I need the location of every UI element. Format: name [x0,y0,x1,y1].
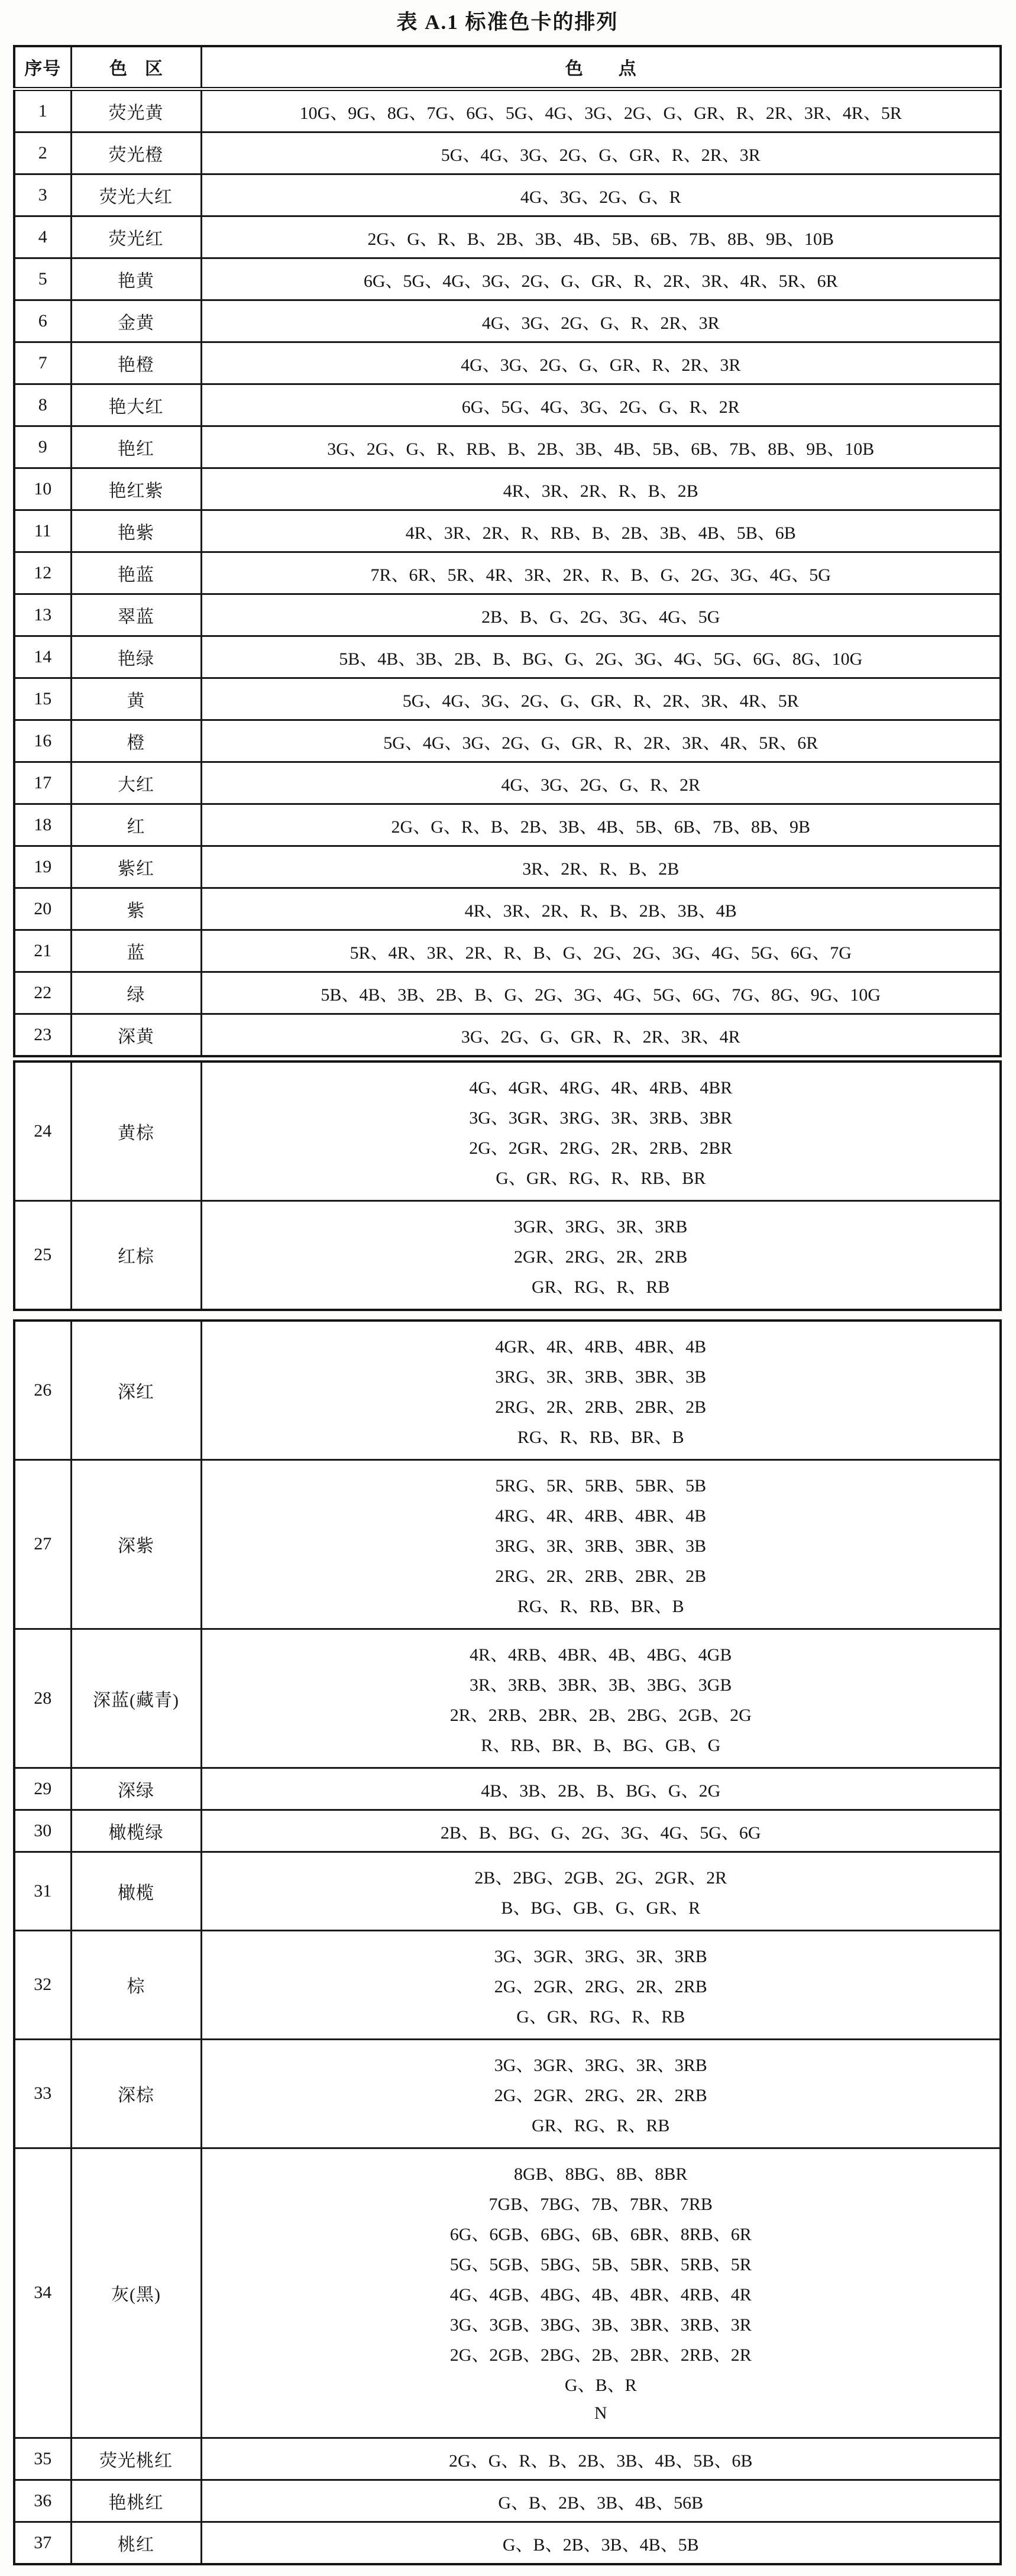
color-zone-cell [71,552,201,594]
row-number-cell: 17 [14,762,71,804]
color-card-table-block-1 [13,45,1002,1057]
color-zone-label: 橙 [127,733,145,753]
color-points-cell [201,972,1001,1014]
color-zone-cell [71,258,201,300]
table-row [14,216,1001,258]
color-zone-cell [71,1852,201,1930]
color-points-line: 4B、3B、2B、B、BG、G、2G [481,1781,721,1801]
color-points-line: 5RG、5R、5RB、5BR、5B [495,1476,707,1496]
color-points-cell [201,1852,1001,1930]
row-number-cell: 34 [14,2148,71,2438]
color-points-cell [201,132,1001,174]
column-header-color-zone: 色 区 [71,46,201,89]
color-points-line: G、B、2B、3B、4B、5B [502,2535,699,2555]
row-number-cell: 25 [14,1200,71,1310]
row-number-cell: 3 [14,174,71,216]
color-points-line: 2G、G、R、B、2B、3B、4B、5B、6B、7B、8B、9B [391,817,810,837]
color-zone-label: 荧光黄 [108,103,164,123]
color-zone-label: 棕 [127,1977,145,1996]
color-zone-label: 红 [127,817,145,837]
row-number-cell: 14 [14,636,71,678]
color-points-line: 4G、3G、2G、G、R [520,187,681,207]
color-zone-cell [71,174,201,216]
color-points-cell [201,426,1001,468]
color-points-line: 2B、2BG、2GB、2G、2GR、2R [474,1868,727,1888]
row-number-cell: 6 [14,300,71,342]
color-zone-label: 桃红 [118,2535,154,2555]
color-zone-label: 翠蓝 [118,607,154,627]
color-zone-label: 艳紫 [118,523,154,543]
color-zone-cell [71,930,201,972]
color-zone-cell [71,804,201,846]
row-number-cell: 7 [14,342,71,384]
color-points-line: 4G、3G、2G、G、R、2R [501,775,701,795]
table-row [14,720,1001,762]
table-body-block-1 [14,89,1001,1056]
row-number-cell: 19 [14,846,71,888]
color-points-line: 2RG、2R、2RB、2BR、2B [495,1397,707,1417]
row-number-cell: 31 [14,1852,71,1930]
table-row [14,636,1001,678]
table-row [14,2438,1001,2480]
color-points-cell [201,804,1001,846]
color-zone-cell [71,1810,201,1852]
row-number-cell: 10 [14,468,71,510]
color-zone-cell [71,972,201,1014]
color-zone-label: 艳橙 [118,355,154,375]
color-zone-cell [71,426,201,468]
color-zone-cell [71,762,201,804]
color-zone-cell [71,1629,201,1768]
color-points-cell [201,2480,1001,2522]
table-row [14,1852,1001,1930]
color-points-line: 3G、2G、G、GR、R、2R、3R、4R [461,1027,740,1047]
color-points-line: 2G、2GR、2RG、2R、2RB [494,1977,707,1996]
row-number-cell: 30 [14,1810,71,1852]
table-row [14,1930,1001,2039]
color-points-line: 7R、6R、5R、4R、3R、2R、R、B、G、2G、3G、4G、5G [370,565,831,585]
color-zone-label: 荧光橙 [108,145,164,165]
color-points-line: 6G、6GB、6BG、6B、6BR、8RB、6R [449,2225,752,2244]
color-points-cell [201,510,1001,552]
color-points-line: 7GB、7BG、7B、7BR、7RB [488,2195,713,2214]
color-points-line: 3GR、3RG、3R、3RB [514,1217,688,1237]
color-points-line: 2G、2GB、2BG、2B、2BR、2RB、2R [449,2345,752,2365]
color-points-line: R、RB、BR、B、BG、GB、G [481,1736,721,1755]
color-zone-cell [71,468,201,510]
table-row [14,174,1001,216]
color-zone-cell [71,1459,201,1629]
color-zone-label: 黄棕 [118,1123,154,1143]
color-points-line: GR、RG、R、RB [532,1277,670,1297]
color-points-cell [201,1062,1001,1201]
color-points-line: 4G、3G、2G、G、GR、R、2R、3R [461,355,741,375]
color-zone-cell [71,2039,201,2148]
color-zone-cell [71,594,201,636]
color-zone-label: 深紫 [118,1536,154,1556]
row-number-cell: 20 [14,888,71,930]
table-row [14,972,1001,1014]
color-zone-cell [71,2480,201,2522]
table-row [14,2148,1001,2438]
table-row [14,2480,1001,2522]
row-number-cell: 36 [14,2480,71,2522]
table-body-block-3 [14,1321,1001,2564]
document-page [13,6,1002,2565]
color-zone-label: 深棕 [118,2086,154,2105]
row-number-cell: 4 [14,216,71,258]
table-row [14,132,1001,174]
table-row [14,89,1001,132]
color-points-cell [201,384,1001,426]
table-row [14,594,1001,636]
table-row [14,1459,1001,1629]
color-points-line: RG、R、RB、BR、B [517,1428,684,1447]
color-points-line: 4G、4GR、4RG、4R、4RB、4BR [469,1078,733,1098]
color-points-cell [201,468,1001,510]
color-points-line: 4G、4GB、4BG、4B、4BR、4RB、4R [449,2285,752,2305]
row-number-cell: 13 [14,594,71,636]
color-zone-cell [71,1014,201,1056]
color-points-line: 3G、3GB、3BG、3B、3BR、3RB、3R [449,2315,752,2335]
color-zone-cell [71,300,201,342]
color-points-line: 2G、G、R、B、2B、3B、4B、5B、6B [449,2451,753,2471]
color-zone-label: 艳蓝 [118,565,154,585]
color-points-line: GR、RG、R、RB [532,2116,670,2135]
row-number-cell: 12 [14,552,71,594]
color-points-line: G、B、R [564,2376,637,2395]
color-zone-cell [71,846,201,888]
column-header-no: 序号 [14,46,71,89]
page-title: 表 A.1 标准色卡的排列 [396,11,619,34]
color-zone-label: 红棕 [118,1247,154,1267]
color-points-cell [201,552,1001,594]
row-number-cell: 32 [14,1930,71,2039]
color-points-line: 2GR、2RG、2R、2RB [514,1247,688,1267]
table-row [14,468,1001,510]
color-zone-cell [71,1930,201,2039]
color-points-line: 5B、4B、3B、2B、B、BG、G、2G、3G、4G、5G、6G、8G、10G [339,649,863,669]
color-points-line: 5G、4G、3G、2G、G、GR、R、2R、3R [441,145,761,165]
table-row [14,2522,1001,2564]
color-points-line: 3G、3GR、3RG、3R、3RB [494,2056,707,2075]
color-zone-label: 金黄 [118,313,154,333]
color-points-line: 3R、3RB、3BR、3B、3BG、3GB [470,1675,732,1695]
color-points-line: 3R、2R、R、B、2B [522,859,680,879]
color-points-line: 3RG、3R、3RB、3BR、3B [495,1367,707,1387]
color-points-cell [201,1768,1001,1810]
color-points-line: 5G、5GB、5BG、5B、5BR、5RB、5R [449,2255,752,2274]
color-points-line: 6G、5G、4G、3G、2G、G、R、2R [461,397,740,417]
color-points-cell [201,2039,1001,2148]
color-points-line: N [594,2403,607,2423]
color-points-line: 3G、3GR、3RG、3R、3RB [494,1947,707,1966]
color-zone-cell [71,132,201,174]
color-points-line: G、B、2B、3B、4B、56B [498,2493,704,2513]
row-number-cell: 16 [14,720,71,762]
color-zone-cell [71,1062,201,1201]
row-number-cell: 22 [14,972,71,1014]
color-zone-label: 荧光桃红 [99,2451,173,2471]
color-points-line: 3G、2G、G、R、RB、B、2B、3B、4B、5B、6B、7B、8B、9B、10B [327,439,875,459]
color-points-cell [201,1200,1001,1310]
table-row [14,1810,1001,1852]
color-points-line: 2RG、2R、2RB、2BR、2B [495,1567,707,1586]
color-points-line: G、GR、RG、R、RB [516,2007,685,2027]
color-points-line: 3RG、3R、3RB、3BR、3B [495,1536,707,1556]
color-points-cell [201,258,1001,300]
color-points-line: 3G、3GR、3RG、3R、3RB、3BR [469,1108,733,1128]
table-row [14,1629,1001,1768]
color-zone-cell [71,510,201,552]
color-points-cell [201,2148,1001,2438]
table-row [14,1014,1001,1056]
color-points-cell [201,1810,1001,1852]
table-row [14,1200,1001,1310]
color-points-cell [201,930,1001,972]
color-points-cell [201,846,1001,888]
row-number-cell: 9 [14,426,71,468]
table-body-block-2 [14,1062,1001,1310]
color-zone-cell [71,2438,201,2480]
row-number-cell: 5 [14,258,71,300]
color-card-table-block-2 [13,1060,1002,1311]
color-zone-label: 深蓝(藏青) [93,1690,179,1710]
color-zone-label: 深红 [118,1382,154,1402]
color-points-cell [201,1930,1001,2039]
color-points-line: 6G、5G、4G、3G、2G、G、GR、R、2R、3R、4R、5R、6R [363,271,838,291]
row-number-cell: 33 [14,2039,71,2148]
table-row [14,426,1001,468]
color-points-cell [201,174,1001,216]
color-zone-cell [71,1768,201,1810]
row-number-cell: 15 [14,678,71,720]
color-zone-label: 艳黄 [118,271,154,291]
color-card-table-block-3 [13,1319,1002,2565]
color-points-line: 2B、B、G、2G、3G、4G、5G [481,607,720,627]
color-zone-cell [71,1200,201,1310]
row-number-cell: 37 [14,2522,71,2564]
color-points-cell [201,678,1001,720]
color-zone-cell [71,89,201,132]
color-zone-label: 紫 [127,901,145,921]
table-row [14,2039,1001,2148]
color-zone-label: 艳大红 [108,397,164,417]
color-points-line: 4RG、4R、4RB、4BR、4B [495,1506,707,1526]
color-zone-label: 艳绿 [118,649,154,669]
table-header-row [14,46,1001,89]
table-row [14,888,1001,930]
color-points-cell [201,300,1001,342]
color-points-line: 5R、4R、3R、2R、R、B、G、2G、2G、3G、4G、5G、6G、7G [350,943,852,963]
row-number-cell: 1 [14,89,71,132]
row-number-cell: 18 [14,804,71,846]
color-points-cell [201,1459,1001,1629]
table-row [14,384,1001,426]
color-points-line: 2G、2GR、2RG、2R、2RB、2BR [469,1138,733,1158]
row-number-cell: 2 [14,132,71,174]
table-row [14,804,1001,846]
color-points-line: 4G、3G、2G、G、R、2R、3R [481,313,720,333]
color-zone-label: 紫红 [118,859,154,879]
color-zone-cell [71,216,201,258]
color-points-line: 2G、G、R、B、2B、3B、4B、5B、6B、7B、8B、9B、10B [367,229,834,249]
column-header-color-points: 色 点 [201,46,1001,89]
color-zone-label: 艳红紫 [108,481,164,501]
color-zone-cell [71,1321,201,1460]
color-points-cell [201,1321,1001,1460]
table-row [14,678,1001,720]
row-number-cell: 27 [14,1459,71,1629]
color-points-cell [201,342,1001,384]
color-zone-label: 深黄 [118,1027,154,1047]
row-number-cell: 24 [14,1062,71,1201]
color-zone-label: 蓝 [127,943,145,963]
color-points-line: 8GB、8BG、8B、8BR [514,2164,688,2184]
row-number-cell: 26 [14,1321,71,1460]
color-zone-label: 荧光大红 [99,187,173,207]
color-zone-label: 橄榄绿 [108,1823,164,1843]
color-points-line: 5B、4B、3B、2B、B、G、2G、3G、4G、5G、6G、7G、8G、9G、10G [321,985,881,1005]
color-zone-cell [71,720,201,762]
color-points-line: 2G、2GR、2RG、2R、2RB [494,2086,707,2105]
color-points-line: 4R、3R、2R、R、B、2B [503,481,698,501]
color-zone-cell [71,342,201,384]
color-zone-cell [71,384,201,426]
table-row [14,846,1001,888]
row-number-cell: 11 [14,510,71,552]
color-points-line: B、BG、GB、G、GR、R [501,1898,701,1918]
color-points-cell [201,888,1001,930]
color-points-line: 4GR、4R、4RB、4BR、4B [495,1337,707,1357]
color-points-cell [201,2522,1001,2564]
row-number-cell: 21 [14,930,71,972]
color-points-cell [201,594,1001,636]
color-zone-label: 艳红 [118,439,154,459]
color-zone-cell [71,636,201,678]
color-points-line: 4R、3R、2R、R、RB、B、2B、3B、4B、5B、6B [405,523,796,543]
color-zone-label: 绿 [127,985,145,1005]
color-zone-cell [71,678,201,720]
table-row [14,1321,1001,1460]
color-points-line: 4R、3R、2R、R、B、2B、3B、4B [464,901,737,921]
color-points-line: 5G、4G、3G、2G、G、GR、R、2R、3R、4R、5R [402,691,799,711]
color-points-cell [201,89,1001,132]
table-row [14,300,1001,342]
color-zone-label: 艳桃红 [108,2493,164,2513]
color-points-line: 4R、4RB、4BR、4B、4BG、4GB [470,1645,732,1665]
color-zone-cell [71,888,201,930]
table-row [14,930,1001,972]
color-points-cell [201,636,1001,678]
color-points-cell [201,1629,1001,1768]
color-zone-cell [71,2522,201,2564]
color-points-cell [201,1014,1001,1056]
table-row [14,510,1001,552]
row-number-cell: 23 [14,1014,71,1056]
color-points-line: 5G、4G、3G、2G、G、GR、R、2R、3R、4R、5R、6R [383,733,818,753]
table-row [14,1062,1001,1201]
color-points-cell [201,216,1001,258]
color-points-cell [201,2438,1001,2480]
color-points-line: 2R、2RB、2BR、2B、2BG、2GB、2G [449,1706,752,1725]
row-number-cell: 8 [14,384,71,426]
color-zone-label: 灰(黑) [111,2285,161,2305]
color-zone-label: 黄 [127,691,145,711]
color-zone-cell [71,2148,201,2438]
table-row [14,762,1001,804]
table-row [14,552,1001,594]
color-points-line: G、GR、RG、R、RB、BR [496,1169,706,1188]
table-row [14,258,1001,300]
row-number-cell: 35 [14,2438,71,2480]
color-points-line: 2B、B、BG、G、2G、3G、4G、5G、6G [440,1823,761,1843]
color-points-cell [201,762,1001,804]
row-number-cell: 28 [14,1629,71,1768]
color-points-line: RG、R、RB、BR、B [517,1597,684,1616]
color-zone-label: 荧光红 [108,229,164,249]
color-points-cell [201,720,1001,762]
row-number-cell: 29 [14,1768,71,1810]
color-zone-label: 深绿 [118,1781,154,1801]
table-row [14,1768,1001,1810]
color-zone-label: 大红 [118,775,154,795]
table-row [14,342,1001,384]
color-zone-label: 橄榄 [118,1883,154,1903]
color-points-line: 10G、9G、8G、7G、6G、5G、4G、3G、2G、G、GR、R、2R、3R、4R、5R [299,103,902,123]
